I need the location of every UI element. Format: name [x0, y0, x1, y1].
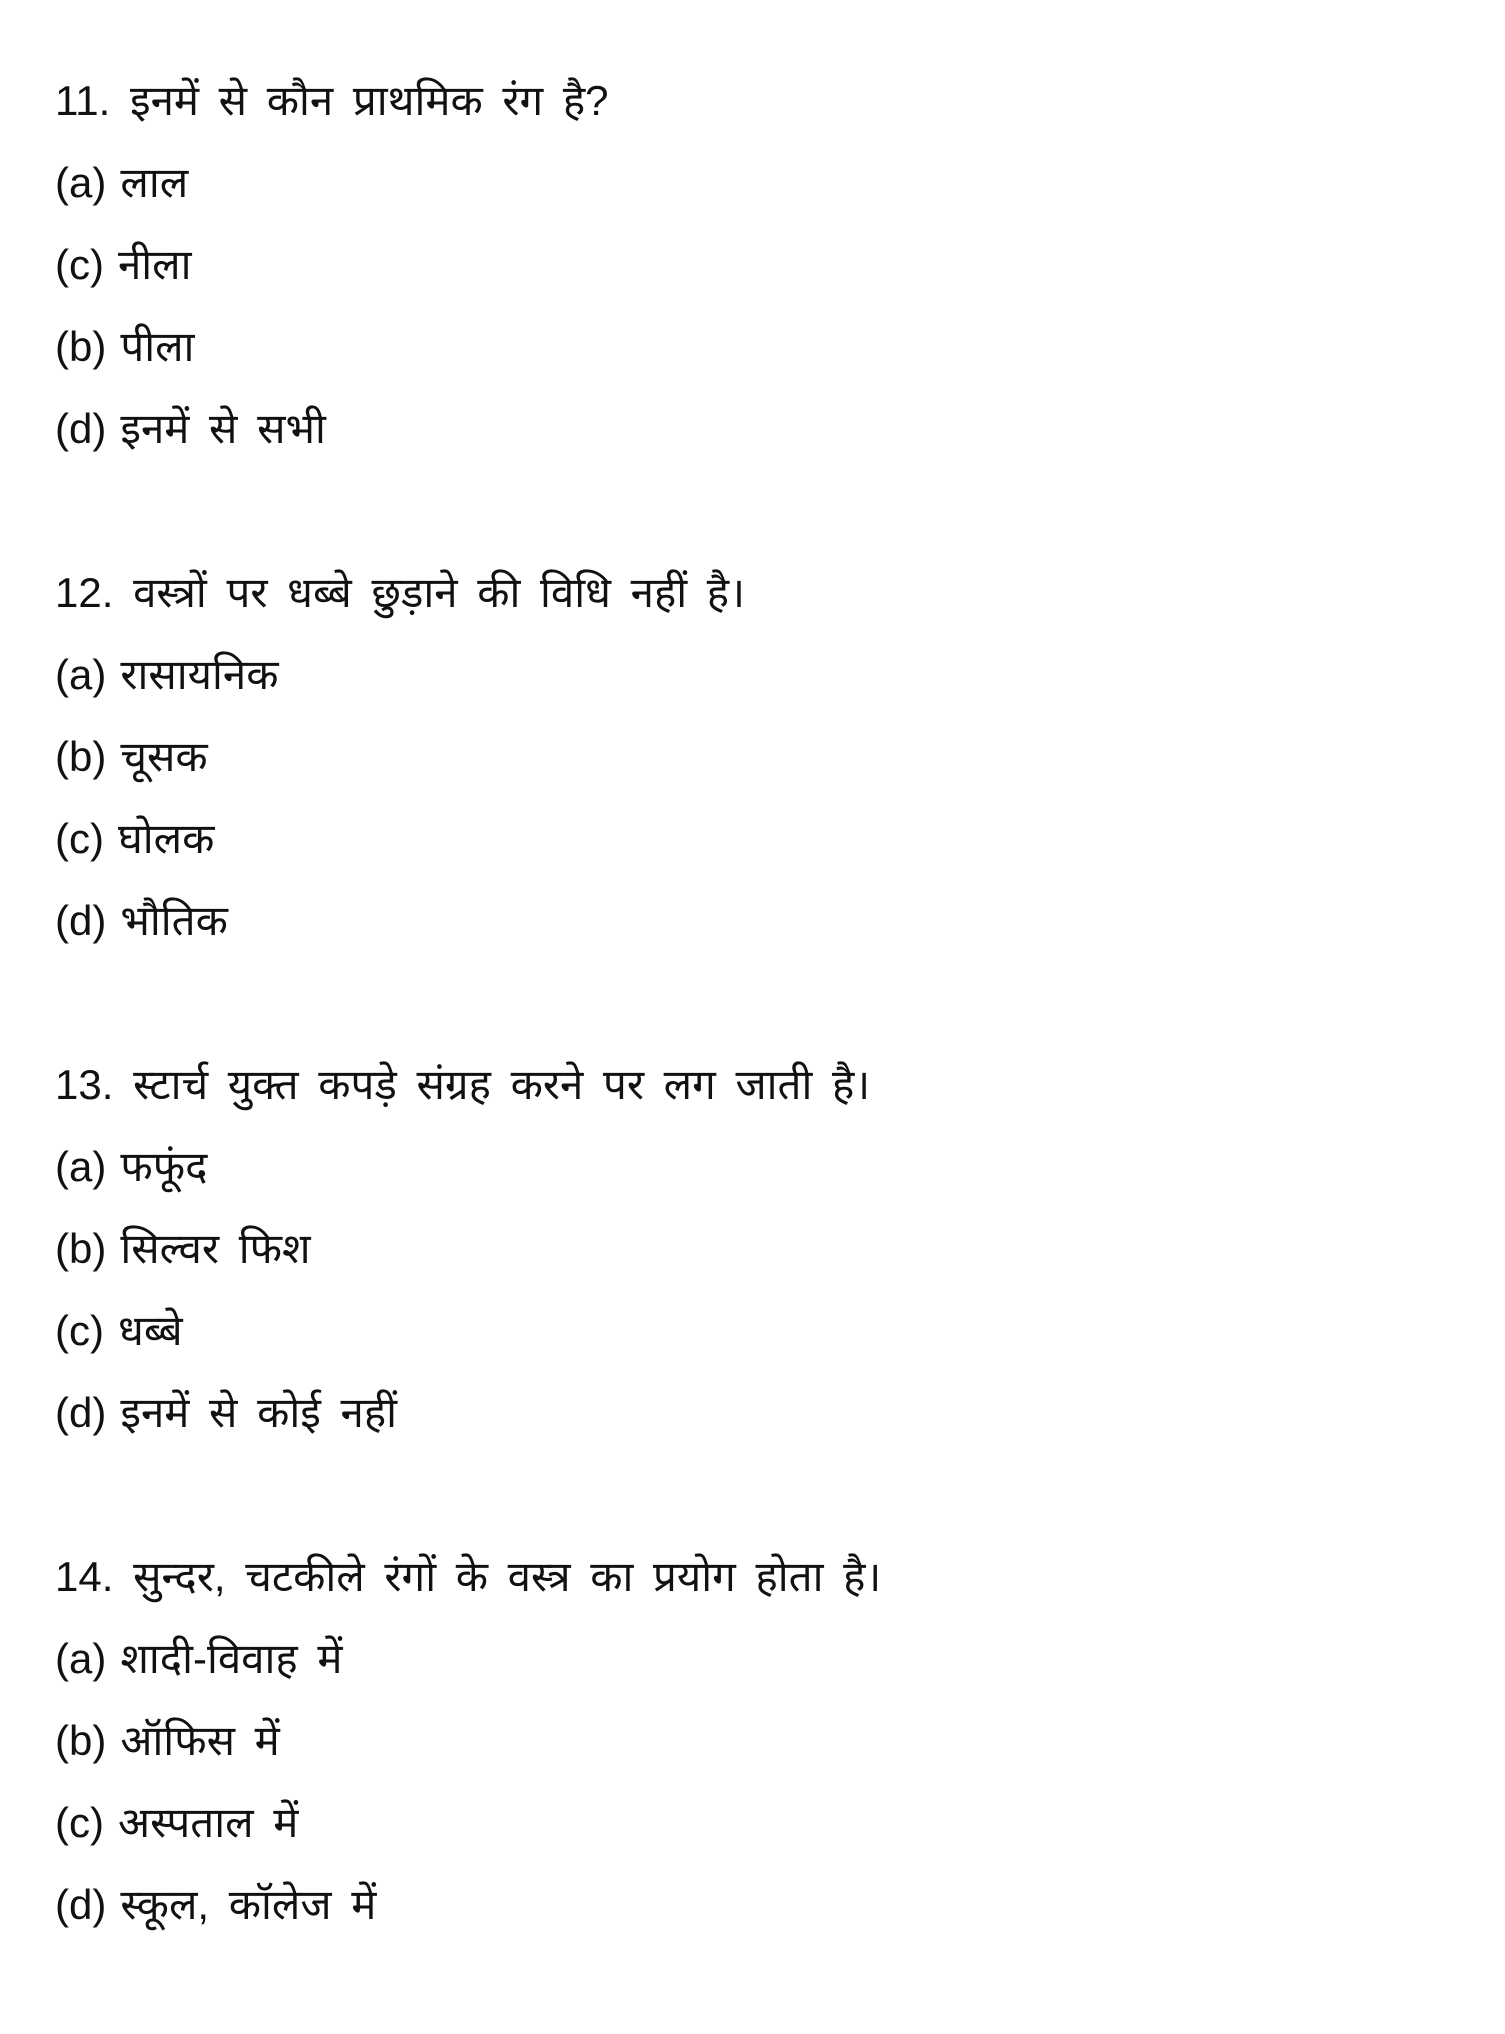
question-stem: इनमें से कौन प्राथमिक रंग है? — [129, 77, 609, 124]
option-text: धब्बे — [117, 1307, 183, 1354]
option-d — [55, 1372, 1465, 1454]
option-text: लाल — [120, 159, 189, 206]
option-text: भौतिक — [120, 897, 228, 944]
option-letter: (a) — [55, 1143, 107, 1190]
question-13 — [55, 1044, 1465, 1454]
option-letter: (a) — [55, 1635, 107, 1682]
option-text: पीला — [120, 323, 195, 370]
question-number: 14. — [55, 1553, 114, 1600]
option-letter: (c) — [55, 1307, 104, 1354]
option-text: इनमें से कोई नहीं — [120, 1389, 398, 1436]
option-c — [55, 1782, 1465, 1864]
option-letter: (b) — [55, 1225, 107, 1272]
option-letter: (a) — [55, 159, 107, 206]
option-letter: (c) — [55, 1799, 104, 1846]
option-b — [55, 1700, 1465, 1782]
option-text: स्कूल, कॉलेज में — [120, 1881, 377, 1928]
question-number: 12. — [55, 569, 114, 616]
option-letter: (d) — [55, 405, 107, 452]
option-text: चूसक — [120, 733, 208, 780]
option-b — [55, 1208, 1465, 1290]
option-text: रासायनिक — [120, 651, 279, 698]
option-a — [55, 1126, 1465, 1208]
option-letter: (d) — [55, 1389, 107, 1436]
option-b — [55, 716, 1465, 798]
option-d — [55, 1864, 1465, 1946]
option-letter: (c) — [55, 815, 104, 862]
option-c — [55, 798, 1465, 880]
option-letter: (b) — [55, 323, 107, 370]
option-letter: (a) — [55, 651, 107, 698]
question-stem: सुन्दर, चटकीले रंगों के वस्त्र का प्रयोग होता है। — [133, 1553, 882, 1600]
option-b — [55, 306, 1465, 388]
option-letter: (c) — [55, 241, 104, 288]
option-c — [55, 1290, 1465, 1372]
option-letter: (d) — [55, 1881, 107, 1928]
question-14 — [55, 1536, 1465, 1946]
option-text: अस्पताल में — [117, 1799, 299, 1846]
question-text — [55, 552, 1465, 634]
question-page — [55, 60, 1465, 2028]
option-text: इनमें से सभी — [120, 405, 326, 452]
option-d — [55, 388, 1465, 470]
option-a — [55, 142, 1465, 224]
question-text — [55, 1536, 1465, 1618]
option-a — [55, 634, 1465, 716]
option-text: नीला — [117, 241, 192, 288]
question-12 — [55, 552, 1465, 962]
option-text: फफूंद — [120, 1143, 208, 1190]
option-letter: (b) — [55, 733, 107, 780]
option-a — [55, 1618, 1465, 1700]
question-number: 13. — [55, 1061, 114, 1108]
question-text — [55, 1044, 1465, 1126]
option-text: ऑफिस में — [120, 1717, 280, 1764]
question-number: 11. — [55, 77, 111, 124]
question-stem: वस्त्रों पर धब्बे छुड़ाने की विधि नहीं है। — [133, 569, 746, 616]
option-letter: (b) — [55, 1717, 107, 1764]
option-c — [55, 224, 1465, 306]
option-text: शादी-विवाह में — [120, 1635, 343, 1682]
option-text: सिल्वर फिश — [120, 1225, 311, 1272]
option-letter: (d) — [55, 897, 107, 944]
option-text: घोलक — [117, 815, 215, 862]
question-text — [55, 60, 1465, 142]
option-d — [55, 880, 1465, 962]
question-11 — [55, 60, 1465, 470]
question-stem: स्टार्च युक्त कपड़े संग्रह करने पर लग जाती है। — [133, 1061, 871, 1108]
